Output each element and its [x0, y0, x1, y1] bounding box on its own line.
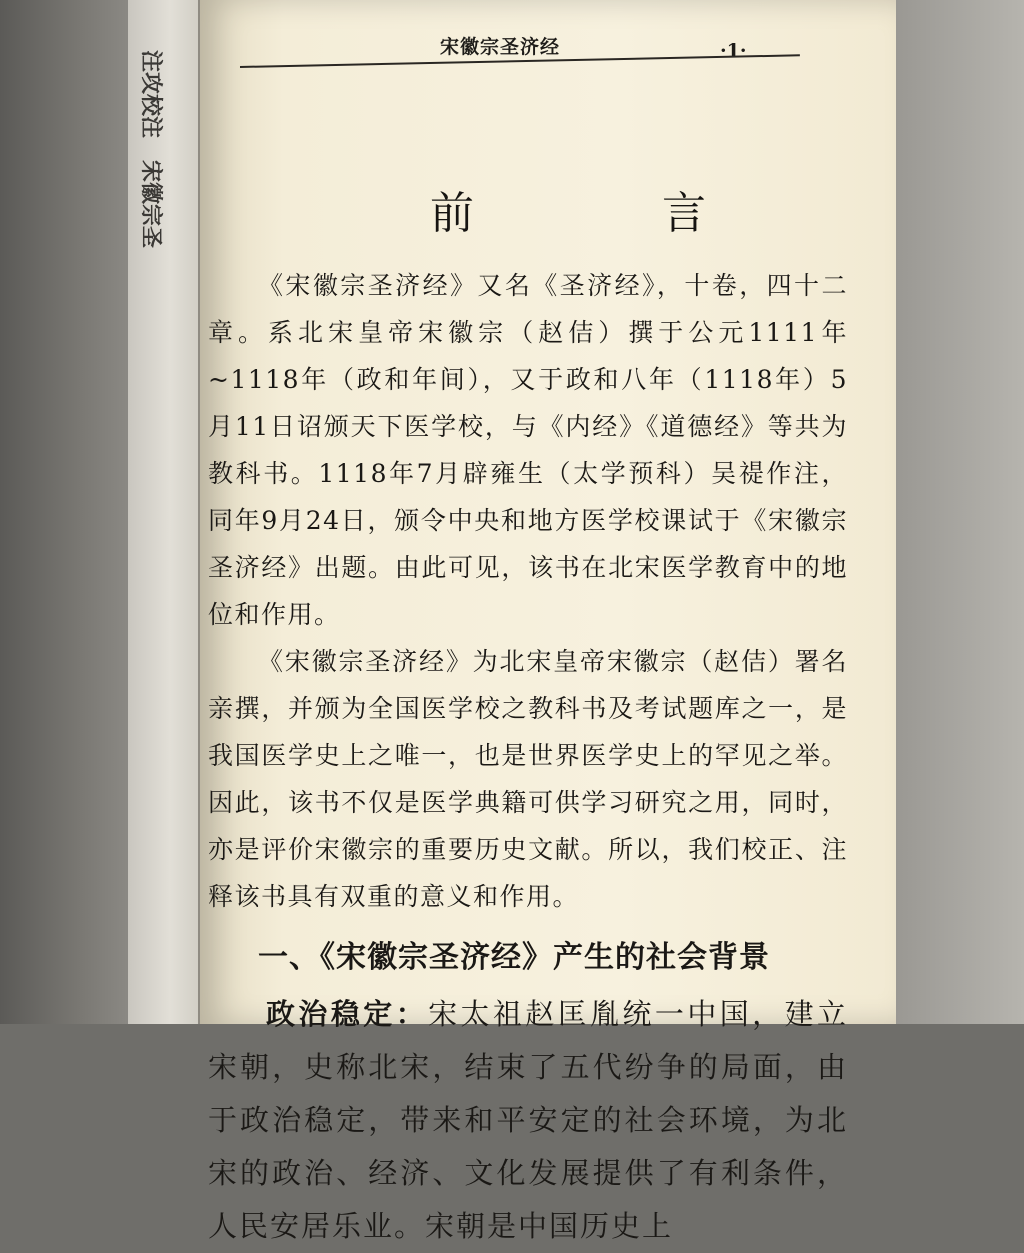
- section-text: 宋太祖赵匡胤统一中国，建立宋朝，史称北宋，结束了五代纷争的局面，由于政治稳定，带来和平安定的社会环境，为北宋的政治、经济、文化发展提供了有利条件，人民安居乐业。宋朝是中国历史上: [208, 997, 848, 1243]
- spine-fragment-2: 宋徽宗圣: [138, 160, 164, 249]
- page-title: 前 言: [430, 188, 778, 240]
- body-text: [208, 262, 848, 1253]
- paragraph-1: 《宋徽宗圣济经》又名《圣济经》，十卷，四十二章。系北宋皇帝宋徽宗（赵佶）撰于公元1111年~1118年（政和年间），又于政和八年（1118年）5月11日诏颁天下医学校，与《内经》《道德经》等共为教科书。1118年7月辟雍生（太学预科）吴禔作注，同年9月24日，颁令中央和地方医学校课试于《宋徽宗圣济经》出题。由此可见，该书在北宋医学教育中的地位和作用。: [208, 271, 848, 629]
- section-heading: 一、《宋徽宗圣济经》产生的社会背景: [258, 940, 770, 975]
- running-title: 宋徽宗圣济经: [440, 36, 561, 58]
- background-left: [0, 0, 135, 1024]
- page-number: ·1·: [720, 40, 747, 62]
- book-page: [200, 0, 896, 1243]
- spine-fragment-1: 注攻校注: [138, 50, 164, 139]
- previous-page-edge: [128, 0, 200, 1024]
- paragraph-2: 《宋徽宗圣济经》为北宋皇帝宋徽宗（赵佶）署名亲撰，并颁为全国医学校之教科书及考试题库之一，是我国医学史上之唯一，也是世界医学史上的罕见之举。因此，该书不仅是医学典籍可供学习研究之用，同时，亦是评价宋徽宗的重要历史文献。所以，我们校正、注释该书具有双重的意义和作用。: [208, 647, 848, 911]
- section-lead: 政治稳定：: [266, 997, 429, 1031]
- background-right: [896, 0, 1024, 1024]
- section-paragraph: [208, 988, 848, 1253]
